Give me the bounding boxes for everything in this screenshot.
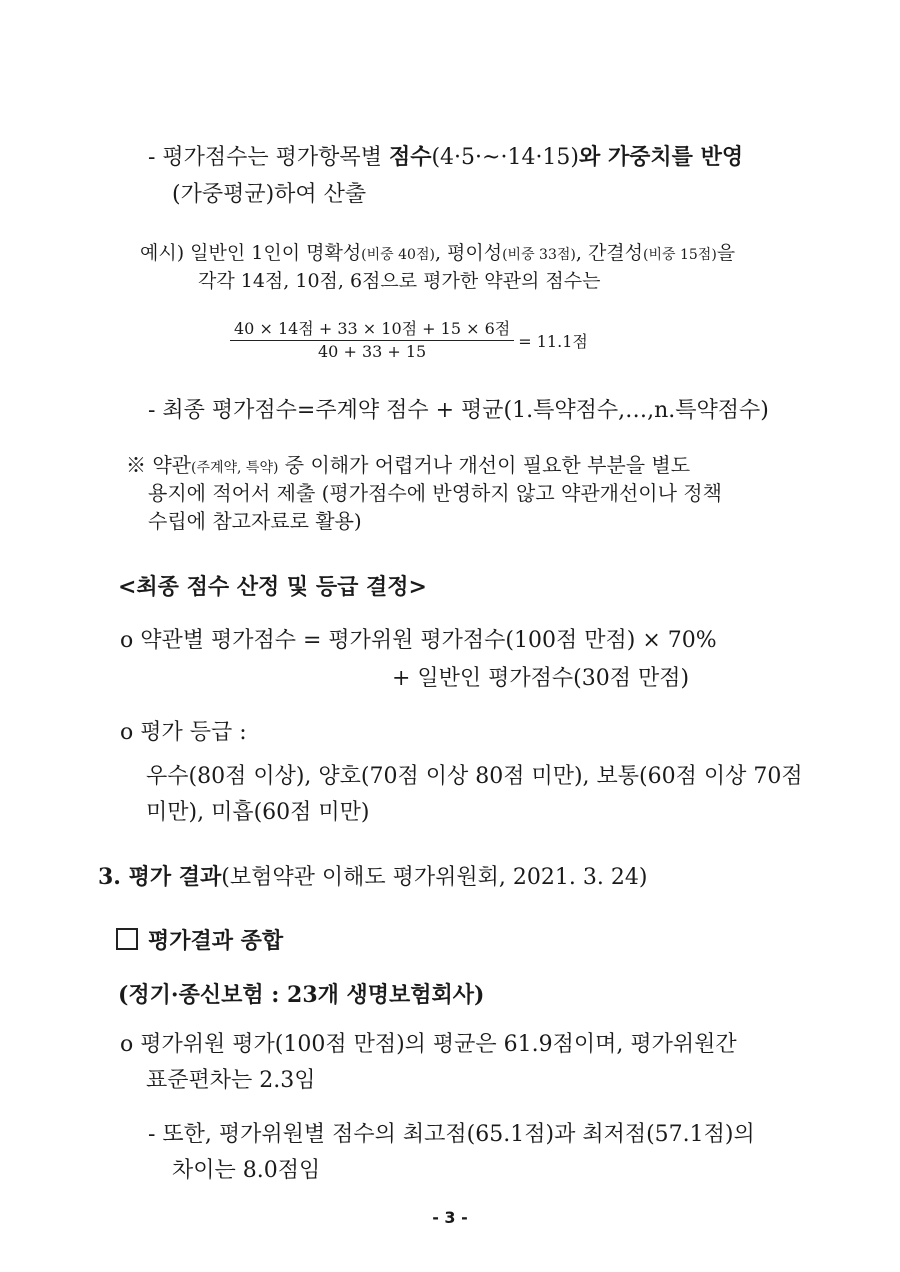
summary-subtitle: (정기·종신보험 : 23개 생명보험회사) (118, 982, 485, 1008)
result-bullet-line-1: o 평가위원 평가(100점 만점)의 평균은 61.9점이며, 평가위원간 (120, 1032, 737, 1057)
formula-denominator: 40 + 33 + 15 (318, 342, 427, 361)
final-score-line: - 최종 평가점수=주계약 점수 + 평균(1.특약점수,…,n.특약점수) (148, 398, 769, 423)
summary-title: 평가결과 종합 (116, 926, 283, 956)
checkbox-square-icon (116, 928, 138, 950)
formula-result: = 11.1점 (518, 332, 588, 351)
grade-criteria-line-1: 우수(80점 이상), 양호(70점 이상 80점 미만), 보통(60점 이상 70점 (146, 764, 803, 789)
example-line-2: 각각 14점, 10점, 6점으로 평가한 약관의 점수는 (198, 270, 601, 292)
result-bullet-line-2: 표준편차는 2.3임 (146, 1068, 316, 1093)
note-line-1: ※ 약관(주계약, 특약) 중 이해가 어렵거나 개선이 필요한 부분을 별도 (126, 453, 691, 477)
weighted-average-formula (230, 318, 588, 363)
result-dash-line-1: - 또한, 평가위원별 점수의 최고점(65.1점)과 최저점(57.1점)의 (148, 1122, 755, 1147)
grade-label: o 평가 등급 : (120, 720, 247, 745)
note-line-2: 용지에 적어서 제출 (평가점수에 반영하지 않고 약관개선이나 정책 (148, 481, 722, 505)
score-method-line-2: (가중평균)하여 산출 (172, 182, 367, 207)
formula-numerator: 40 × 14점 + 33 × 10점 + 15 × 6점 (230, 318, 514, 341)
example-line-1: 예시) 일반인 1인이 명확성(비중 40점), 평이성(비중 33점), 간결성(비중 15점)을 (140, 242, 736, 264)
page-number: - 3 - (432, 1208, 468, 1227)
section-title: 3. 평가 결과(보험약관 이해도 평가위원회, 2021. 3. 24) (98, 864, 648, 890)
grading-formula-line-2: + 일반인 평가점수(30점 만점) (392, 666, 690, 691)
grading-formula-line-1: o 약관별 평가점수 = 평가위원 평가점수(100점 만점) × 70% (120, 628, 717, 653)
grading-heading: <최종 점수 산정 및 등급 결정> (118, 574, 427, 600)
score-method-line-1: - 평가점수는 평가항목별 점수(4·5·~·14·15)와 가중치를 반영 (148, 144, 744, 170)
grade-criteria-line-2: 미만), 미흡(60점 미만) (146, 800, 370, 825)
result-dash-line-2: 차이는 8.0점임 (172, 1158, 321, 1183)
note-line-3: 수립에 참고자료로 활용) (148, 509, 362, 533)
